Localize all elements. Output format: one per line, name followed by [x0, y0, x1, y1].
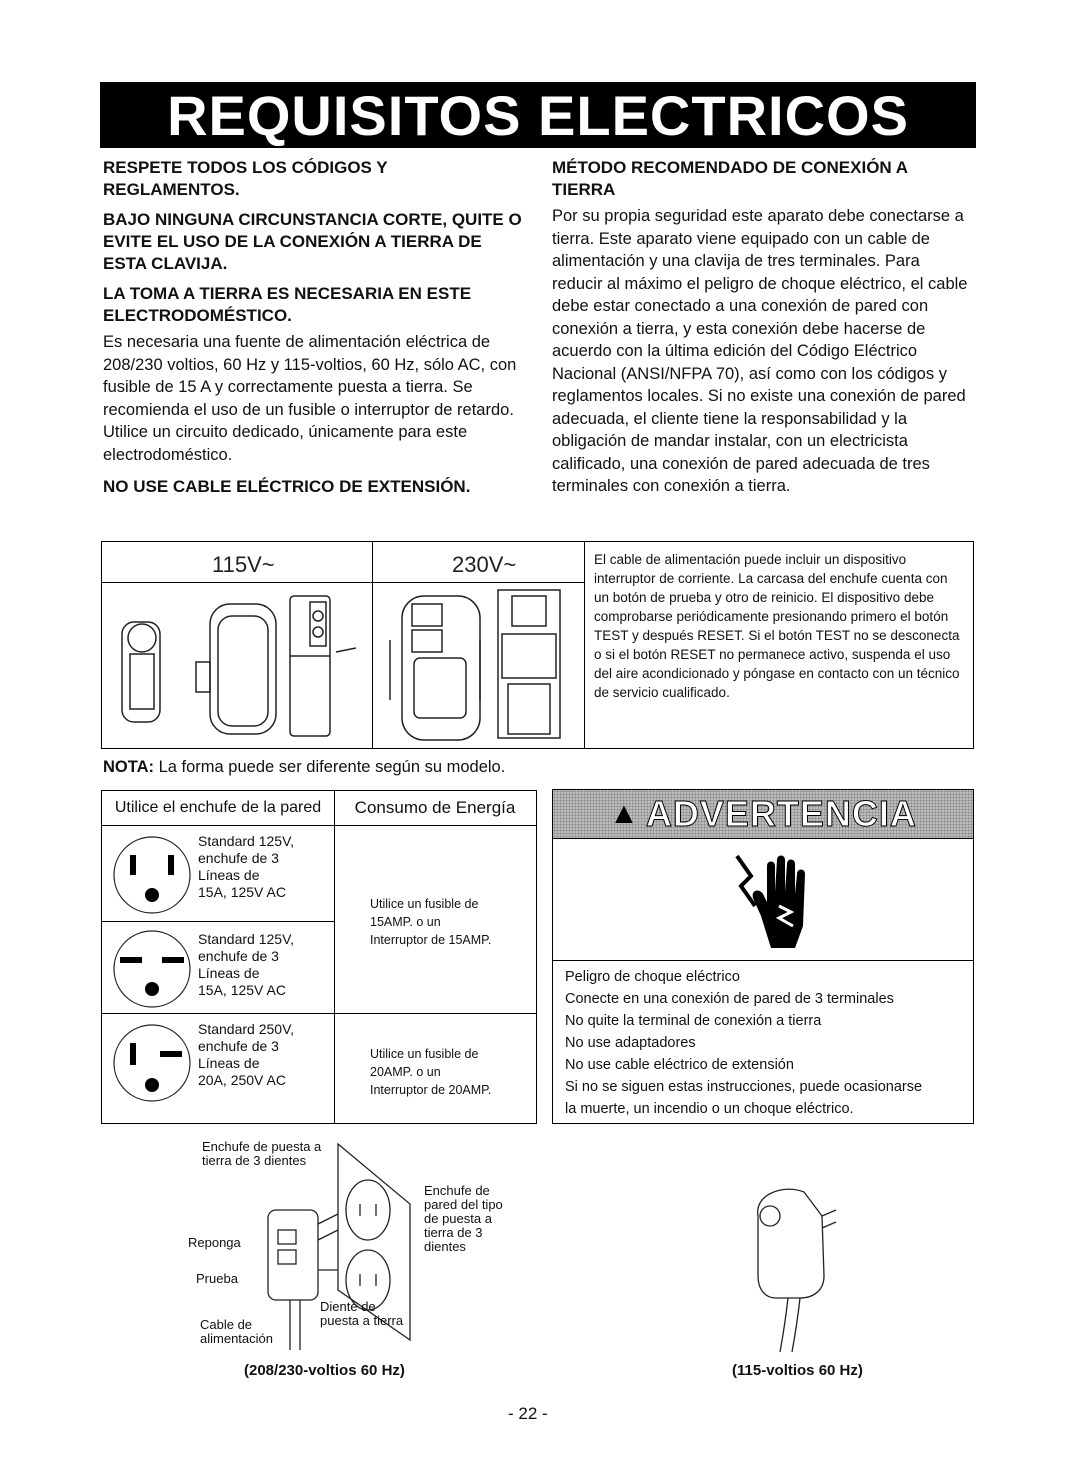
label-230v: 230V~	[452, 552, 517, 577]
outlet-row-1-text: Standard 125V, enchufe de 3 Líneas de 15A, 125V AC	[198, 833, 295, 900]
reset-label: Reponga	[188, 1235, 241, 1250]
warning-line: No quite la terminal de conexión a tierra	[565, 1013, 822, 1029]
outlet-table	[101, 790, 537, 1124]
grounding-method-text: Por su propia seguridad este aparato debe conectarse a tierra. Este aparato viene equipado con un cable de alimentación y una clavija de tres terminales. Para reducir al máximo el peligro de choque eléctrico, el cable debe estar conectado a una conexión de pared con conexión a tierra, y esta conexión debe hacerse de acuerdo con la última edición del Código Eléctrico Nacional (ANSI/NFPA 70), así como con los códigos y reglamentos locales. Si no existe una conexión de pared adecuada, el cliente tiene la responsabilidad y la obligación de mandar instalar, con un electricista calificado, una conexión de pared adecuada de tres terminales con conexión a tierra.	[552, 207, 968, 495]
cell-230v	[372, 542, 585, 748]
outlet-20a-icon	[110, 1019, 200, 1109]
label-115v: 115V~	[212, 552, 275, 577]
outlet-row-2-text: Standard 125V, enchufe de 3 Líneas de 15A, 125V AC	[198, 931, 295, 998]
warning-line: Peligro de choque eléctrico	[565, 969, 740, 985]
heading-ground-required: LA TOMA A TIERRA ES NECESARIA EN ESTE ELECTRODOMÉSTICO.	[103, 284, 472, 325]
heading-no-extension: NO USE CABLE ELÉCTRICO DE EXTENSIÓN.	[103, 477, 471, 496]
cord-label: Cable de alimentación	[200, 1317, 273, 1346]
page-number: - 22 -	[508, 1404, 548, 1423]
caption-230v: (208/230-voltios 60 Hz)	[244, 1362, 405, 1379]
heading-grounding-method: MÉTODO RECOMENDADO DE CONEXIÓN A TIERRA	[552, 158, 908, 199]
plug-115v-illustration	[740, 1176, 850, 1356]
warning-line: Si no se siguen estas instrucciones, puede ocasionarse	[565, 1079, 923, 1095]
wall-outlet-label: Enchufe de pared del tipo de puesta a tierra de 3 dientes	[424, 1183, 503, 1254]
outlet-15a-horizontal-icon	[110, 927, 200, 1013]
plug-types-table	[101, 541, 974, 749]
ground-prong-label: Diente de puesta a tierra	[320, 1299, 404, 1328]
right-column	[552, 157, 972, 506]
gfci-plug-115v-illustration	[114, 592, 364, 742]
shape-note	[103, 758, 505, 777]
power-col-header: Consumo de Energía	[334, 791, 536, 826]
warning-line: No use cable eléctrico de extensión	[565, 1057, 794, 1073]
heading-no-cut: BAJO NINGUNA CIRCUNSTANCIA CORTE, QUITE O EVITE EL USO DE LA CONEXIÓN A TIERRA DE ESTA CLAVIJA.	[103, 210, 522, 273]
note-label: NOTA:	[103, 758, 155, 776]
left-column	[103, 157, 523, 502]
warning-line: Conecte en una conexión de pared de 3 terminales	[565, 991, 894, 1007]
heading-codes: RESPETE TODOS LOS CÓDIGOS Y REGLAMENTOS.	[103, 158, 388, 199]
fuse-20amp-text: Utilice un fusible de 20AMP. o un Interruptor de 20AMP.	[370, 1047, 492, 1097]
plug-label: Enchufe de puesta a tierra de 3 dientes	[202, 1139, 322, 1168]
warning-box	[552, 789, 974, 1124]
page-title: REQUISITOS ELECTRICOS	[100, 82, 976, 148]
caption-115v: (115-voltios 60 Hz)	[732, 1362, 863, 1379]
outlet-col-header: Utilice el enchufe de la pared	[102, 791, 335, 826]
outlet-15a-vertical-icon	[110, 833, 200, 919]
outlet-row-3-text: Standard 250V, enchufe de 3 Líneas de 20A, 250V AC	[198, 1021, 295, 1088]
test-label: Prueba	[196, 1271, 238, 1286]
power-requirements-text: Es necesaria una fuente de alimentación eléctrica de 208/230 voltios, 60 Hz y 115-voltios, 60 Hz, sólo AC, con fusible de 15 A y correctamente puesta a tierra. Se recomienda el uso de un fusible o interruptor de retardo. Utilice un circuito dedicado, únicamente para este electrodoméstico.	[103, 333, 517, 464]
warning-line: No use adaptadores	[565, 1035, 696, 1051]
gfci-note: El cable de alimentación puede incluir un dispositivo interruptor de corriente. La carcasa del enchufe cuenta con un botón de prueba y otro de reinicio. El dispositivo debe comprobarse periódicamente presionando primero el botón TEST y después RESET. Si el botón TEST no se desconecta o si el botón RESET no permanece activo, suspenda el uso del aire acondicionado y póngase en contacto con un técnico de servicio cualificado.	[594, 552, 960, 700]
warning-triangle-icon: ▲	[609, 797, 640, 830]
warning-title: ADVERTENCIA	[645, 793, 917, 834]
fuse-15amp-text: Utilice un fusible de 15AMP. o un Interruptor de 15AMP.	[370, 897, 492, 947]
cell-115v	[102, 542, 373, 748]
warning-lines	[565, 966, 969, 1120]
warning-line: la muerte, un incendio o un choque eléctrico.	[565, 1101, 854, 1117]
warning-header	[553, 790, 973, 839]
gfci-plug-230v-illustration	[384, 590, 574, 744]
note-text: La forma puede ser diferente según su modelo.	[154, 758, 506, 776]
electric-shock-hand-icon	[733, 846, 813, 956]
